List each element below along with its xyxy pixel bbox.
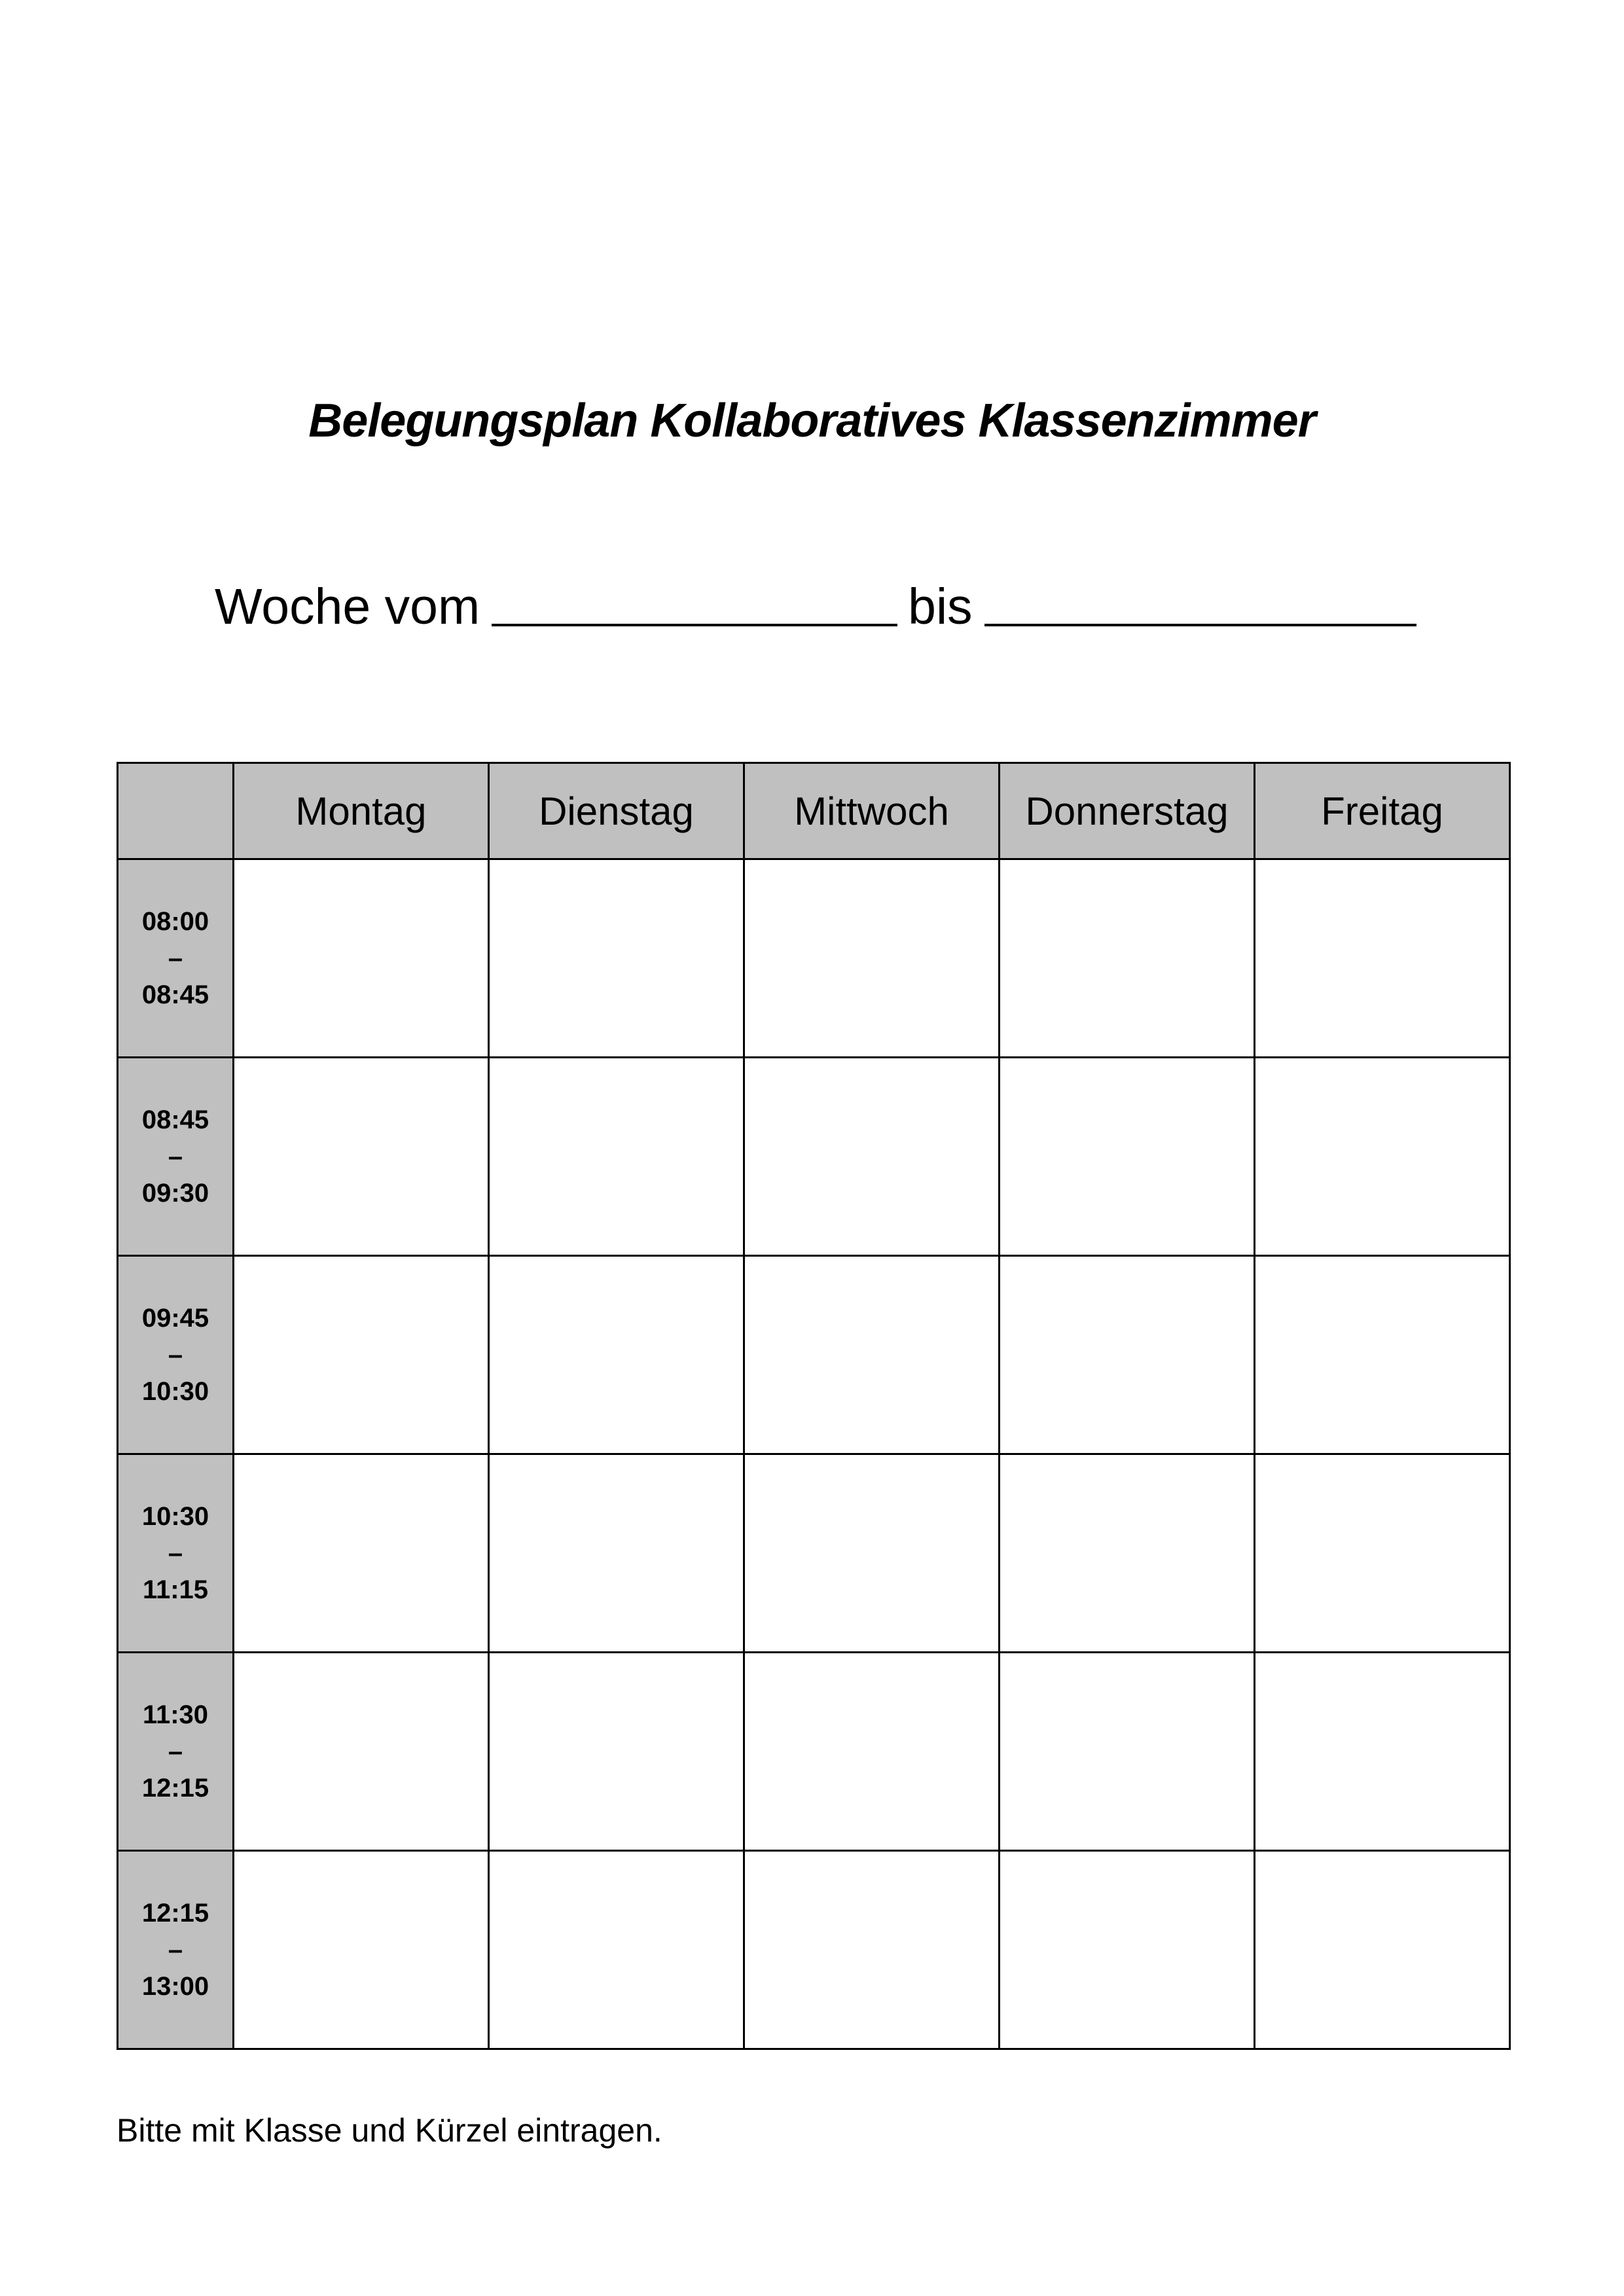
booking-cell[interactable] [489, 1256, 744, 1454]
week-line [215, 571, 1416, 643]
week-prefix: Woche vom [215, 579, 480, 635]
booking-cell[interactable] [234, 1851, 489, 2049]
booking-cell[interactable] [1000, 1454, 1255, 1653]
booking-cell[interactable] [1255, 1058, 1510, 1256]
booking-cell[interactable] [1255, 1653, 1510, 1851]
week-start-blank[interactable] [492, 624, 897, 626]
table-row [118, 859, 1510, 1058]
booking-cell[interactable] [1255, 1454, 1510, 1653]
booking-cell[interactable] [1255, 1256, 1510, 1454]
time-end: 12:15 [141, 1774, 209, 1803]
time-separator: – [168, 1340, 183, 1369]
day-header-mittwoch: Mittwoch [744, 763, 1000, 859]
table-row [118, 1454, 1510, 1653]
time-slot-cell [118, 1653, 234, 1851]
time-separator: – [168, 944, 183, 973]
time-end: 08:45 [141, 980, 209, 1009]
time-separator: – [168, 1539, 183, 1568]
week-end-blank[interactable] [984, 624, 1416, 626]
booking-cell[interactable] [489, 1058, 744, 1256]
day-header-dienstag: Dienstag [489, 763, 744, 859]
time-separator: – [168, 1935, 183, 1964]
table-header-row [118, 763, 1510, 859]
time-separator: – [168, 1737, 183, 1766]
time-start: 08:45 [141, 1105, 209, 1134]
day-header-montag: Montag [234, 763, 489, 859]
booking-cell[interactable] [1000, 859, 1255, 1058]
time-slot-cell [118, 1256, 234, 1454]
time-separator: – [168, 1142, 183, 1171]
booking-cell[interactable] [489, 1454, 744, 1653]
schedule-table [117, 762, 1511, 2050]
day-header-donnerstag: Donnerstag [1000, 763, 1255, 859]
time-slot-cell [118, 1851, 234, 2049]
corner-cell [118, 763, 234, 859]
time-slot-cell [118, 1058, 234, 1256]
booking-cell[interactable] [744, 1058, 1000, 1256]
table-row [118, 1653, 1510, 1851]
booking-cell[interactable] [1000, 1256, 1255, 1454]
table-row [118, 1058, 1510, 1256]
time-start: 09:45 [141, 1304, 209, 1333]
week-middle: bis [908, 579, 973, 635]
time-end: 11:15 [142, 1575, 209, 1604]
table-row [118, 1851, 1510, 2049]
booking-cell[interactable] [1000, 1851, 1255, 2049]
booking-cell[interactable] [234, 1256, 489, 1454]
booking-cell[interactable] [234, 1058, 489, 1256]
page-title: Belegungsplan Kollaboratives Klassenzimmer [308, 395, 1316, 447]
day-header-freitag: Freitag [1255, 763, 1510, 859]
booking-cell[interactable] [489, 859, 744, 1058]
booking-cell[interactable] [1255, 1851, 1510, 2049]
footer-note: Bitte mit Klasse und Kürzel eintragen. [117, 2112, 662, 2149]
booking-cell[interactable] [1000, 1653, 1255, 1851]
time-start: 10:30 [141, 1502, 209, 1531]
time-start: 11:30 [142, 1700, 209, 1729]
booking-cell[interactable] [1000, 1058, 1255, 1256]
booking-cell[interactable] [744, 1653, 1000, 1851]
time-start: 08:00 [141, 907, 209, 936]
time-end: 13:00 [141, 1972, 209, 2001]
booking-cell[interactable] [744, 1851, 1000, 2049]
booking-cell[interactable] [234, 1454, 489, 1653]
time-slot-cell [118, 859, 234, 1058]
table-row [118, 1256, 1510, 1454]
booking-cell[interactable] [234, 859, 489, 1058]
time-slot-cell [118, 1454, 234, 1653]
booking-cell[interactable] [1255, 859, 1510, 1058]
time-end: 10:30 [141, 1377, 209, 1406]
time-start: 12:15 [141, 1899, 209, 1928]
booking-cell[interactable] [744, 1256, 1000, 1454]
booking-cell[interactable] [234, 1653, 489, 1851]
booking-cell[interactable] [744, 859, 1000, 1058]
time-end: 09:30 [141, 1179, 209, 1208]
booking-cell[interactable] [489, 1851, 744, 2049]
booking-cell[interactable] [744, 1454, 1000, 1653]
booking-cell[interactable] [489, 1653, 744, 1851]
